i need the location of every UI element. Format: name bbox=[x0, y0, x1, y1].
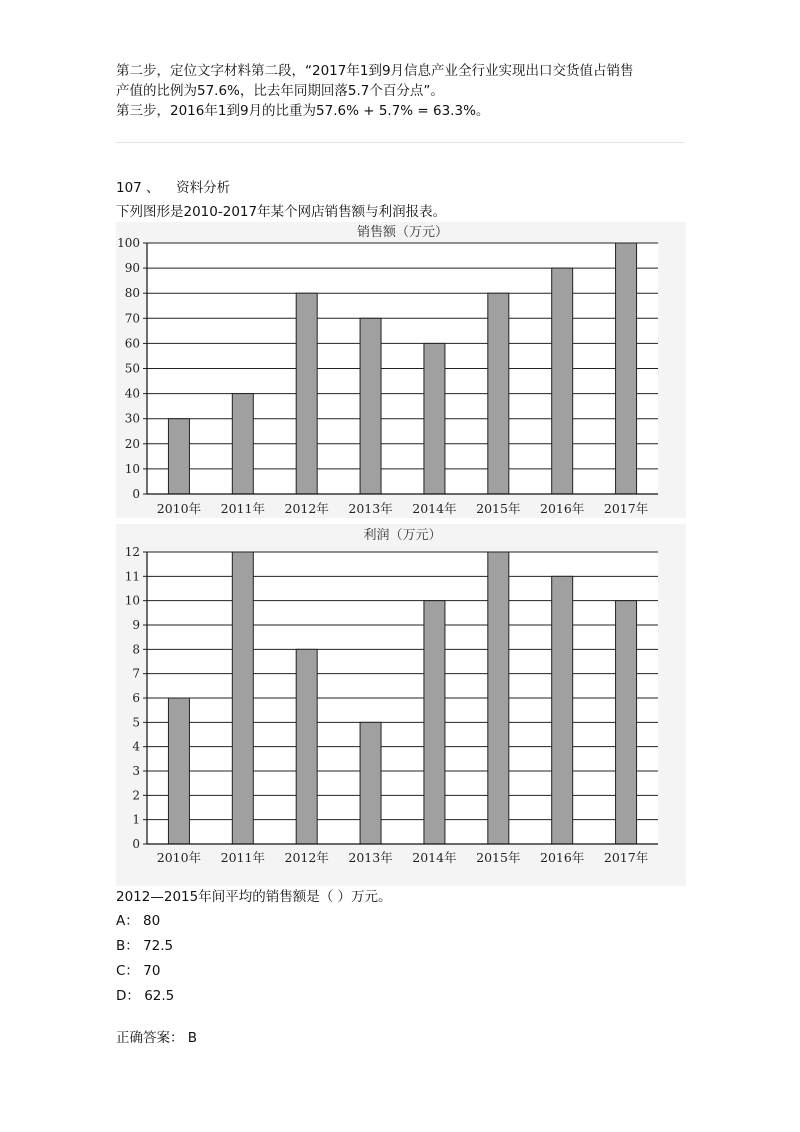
profit-xtick-label: 2012年 bbox=[284, 850, 329, 865]
sales-bar bbox=[616, 243, 637, 494]
profit-bar bbox=[424, 601, 445, 844]
profit-ytick-label: 10 bbox=[124, 593, 140, 608]
question-category: 资料分析 bbox=[176, 180, 231, 196]
option-a-value: 80 bbox=[143, 913, 161, 929]
option-a[interactable] bbox=[116, 911, 160, 931]
option-c[interactable] bbox=[116, 961, 160, 981]
question-header bbox=[116, 178, 230, 198]
sales-ytick-label: 100 bbox=[117, 236, 140, 250]
sales-ytick-label: 80 bbox=[124, 286, 140, 301]
sales-xtick-label: 2015年 bbox=[476, 501, 521, 516]
question-number: 107 、 bbox=[116, 180, 160, 196]
sales-xtick-label: 2016年 bbox=[540, 501, 585, 516]
profit-chart bbox=[116, 524, 686, 886]
sales-bar bbox=[360, 318, 381, 494]
profit-bar bbox=[232, 552, 253, 844]
profit-ytick-label: 12 bbox=[124, 545, 140, 559]
option-b[interactable] bbox=[116, 936, 173, 956]
sales-bar bbox=[488, 293, 509, 494]
answer-line bbox=[116, 1028, 197, 1048]
sales-ytick-label: 0 bbox=[132, 487, 140, 501]
profit-bar bbox=[296, 649, 317, 844]
profit-ytick-label: 2 bbox=[132, 788, 140, 803]
option-b-letter: B： bbox=[116, 938, 139, 954]
sales-bar bbox=[232, 394, 253, 494]
profit-chart-svg bbox=[116, 524, 686, 886]
section-divider bbox=[116, 142, 684, 143]
profit-xtick-label: 2016年 bbox=[540, 850, 585, 865]
sales-xtick-label: 2017年 bbox=[603, 501, 649, 516]
question-intro: 下列图形是2010-2017年某个网店销售额与利润报表。 bbox=[116, 204, 447, 220]
sales-xtick-label: 2014年 bbox=[412, 501, 457, 516]
profit-ytick-label: 5 bbox=[132, 715, 140, 730]
profit-bar bbox=[488, 552, 509, 844]
option-c-letter: C： bbox=[116, 963, 139, 979]
profit-chart-title: 利润（万元） bbox=[363, 528, 442, 543]
sales-chart bbox=[116, 222, 686, 518]
sales-bar bbox=[296, 293, 317, 494]
profit-ytick-label: 9 bbox=[132, 618, 140, 632]
sales-ytick-label: 40 bbox=[124, 386, 140, 401]
profit-xtick-label: 2010年 bbox=[156, 850, 202, 865]
profit-xtick-label: 2011年 bbox=[220, 850, 265, 865]
profit-xtick-label: 2014年 bbox=[412, 850, 457, 865]
sales-ytick-label: 70 bbox=[124, 311, 140, 326]
sales-ytick-label: 10 bbox=[124, 461, 140, 476]
sales-xtick-label: 2012年 bbox=[284, 501, 329, 516]
sales-xtick-label: 2010年 bbox=[156, 501, 202, 516]
profit-xtick-label: 2015年 bbox=[476, 850, 521, 865]
profit-bar bbox=[360, 722, 381, 844]
profit-bar bbox=[552, 576, 573, 844]
option-b-value: 72.5 bbox=[143, 938, 174, 954]
profit-ytick-label: 8 bbox=[132, 642, 140, 657]
option-c-value: 70 bbox=[143, 963, 161, 979]
profit-ytick-label: 11 bbox=[124, 569, 140, 584]
profit-ytick-label: 3 bbox=[132, 764, 140, 778]
profit-xtick-label: 2013年 bbox=[348, 850, 393, 865]
profit-ytick-label: 4 bbox=[132, 739, 140, 754]
sales-ytick-label: 90 bbox=[124, 261, 140, 276]
sales-bar bbox=[552, 268, 573, 494]
sales-bar bbox=[168, 419, 189, 494]
question-stem: 2012—2015年间平均的销售额是（ ）万元。 bbox=[116, 889, 392, 905]
sales-chart-svg bbox=[116, 222, 686, 518]
profit-ytick-label: 0 bbox=[132, 837, 140, 851]
prev-step3: 第三步，2016年1到9月的比重为57.6% + 5.7% = 63.3%。 bbox=[116, 103, 490, 119]
answer-label: 正确答案： bbox=[116, 1030, 184, 1046]
prev-step2-line1: 第二步，定位文字材料第二段，“2017年1到9月信息产业全行业实现出口交货值占销售 bbox=[116, 63, 634, 79]
option-d-value: 62.5 bbox=[144, 988, 175, 1004]
sales-xtick-label: 2011年 bbox=[220, 501, 265, 516]
sales-ytick-label: 20 bbox=[124, 436, 140, 451]
option-a-letter: A： bbox=[116, 913, 139, 929]
prev-step2-line2: 产值的比例为57.6%，比去年同期回落5.7个百分点”。 bbox=[116, 83, 444, 99]
profit-bar bbox=[168, 698, 189, 844]
sales-xtick-label: 2013年 bbox=[348, 501, 393, 516]
sales-chart-title: 销售额（万元） bbox=[356, 225, 449, 240]
sales-ytick-label: 50 bbox=[124, 361, 140, 376]
sales-bar bbox=[424, 343, 445, 494]
profit-ytick-label: 7 bbox=[132, 666, 140, 681]
sales-ytick-label: 60 bbox=[124, 336, 140, 351]
profit-bar bbox=[616, 601, 637, 844]
answer-value: B bbox=[187, 1030, 198, 1046]
sales-ytick-label: 30 bbox=[124, 411, 140, 426]
profit-ytick-label: 6 bbox=[132, 691, 140, 705]
option-d-letter: D： bbox=[116, 988, 140, 1004]
profit-xtick-label: 2017年 bbox=[603, 850, 649, 865]
option-d[interactable] bbox=[116, 986, 174, 1006]
profit-ytick-label: 1 bbox=[132, 812, 140, 827]
